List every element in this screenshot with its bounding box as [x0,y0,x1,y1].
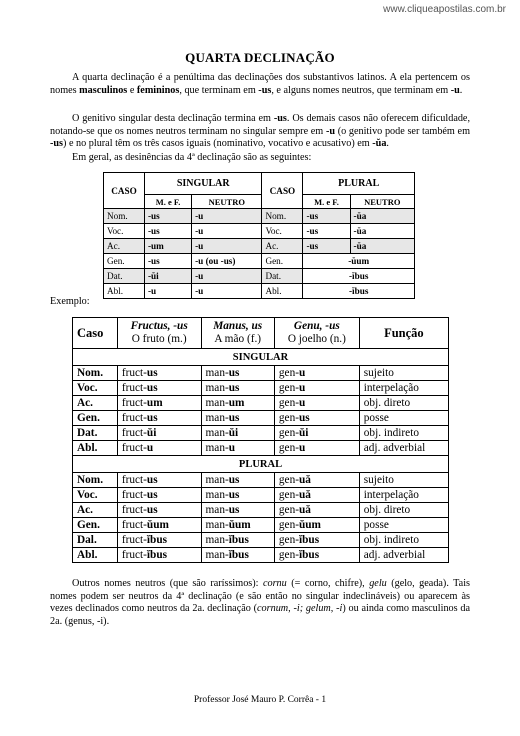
case-label: Dat. [73,426,118,441]
ending: -ŭum [348,256,370,266]
ending: -ŭi [148,271,159,281]
function-label: obj. direto [359,503,448,518]
ending: -u [195,241,204,251]
manus-form: man-u [201,441,274,456]
manus-form: man-us [201,473,274,488]
header-manus: Manus, us A mão (f.) [201,318,274,349]
fructus-form: fruct-us [117,473,201,488]
example-label: Exemplo: [50,296,90,307]
manus-form: man-ŭum [201,518,274,533]
ending: -u (ou -us) [195,256,236,266]
function-label: sujeito [359,473,448,488]
header-caso: CASO [262,173,303,209]
case-label: Gen. [73,518,118,533]
ending: -us [148,226,160,236]
table-row [73,518,449,533]
genu-form: gen-u [274,396,359,411]
case-label: Ac. [104,239,145,254]
ending: -ŭa [353,211,367,221]
table-row [104,209,415,224]
fructus-form: fruct-u [117,441,201,456]
ending: -ŭa [353,226,367,236]
ending: -us [306,241,319,251]
endings-table [103,172,415,299]
case-label: Nom. [73,473,118,488]
case-label: Abl. [104,284,145,299]
paragraph-genitive: O genitivo singular desta declinação termina em -us. Os demais casos não oferecem dificuldade, notando-se que os nomes neutros terminam no singular sempre em -u (o genitivo pode ser também em -us) e no plural têm os três casos iguais (nominativo, vocativo e acusativo) em -ŭa. [50,113,471,150]
ending: -u [195,286,204,296]
fructus-form: fruct-us [117,503,201,518]
case-label: Gen. [262,254,303,269]
section-singular: SINGULAR [73,349,449,366]
header-singular: SINGULAR [145,173,262,195]
ending: -um [148,241,164,251]
genu-form: gen-ĭbus [274,548,359,563]
function-label: adj. adverbial [359,548,448,563]
table-row [104,239,415,254]
case-label: Ac. [262,239,303,254]
genu-form: gen-ĭbus [274,533,359,548]
header-mf: M. e F. [145,195,192,209]
header-fructus: Fructus, -us O fruto (m.) [117,318,201,349]
manus-form: man-ŭi [201,426,274,441]
paragraph-endings: Em geral, as desinências da 4ª declinação são as seguintes: [72,152,312,163]
table-row [73,366,449,381]
case-label: Nom. [73,366,118,381]
ending: -ŭa [353,241,367,251]
function-label: adj. adverbial [359,441,448,456]
genu-form: gen-u [274,381,359,396]
function-label: interpelação [359,488,448,503]
fructus-form: fruct-ŭi [117,426,201,441]
paragraph-neuters: Outros nomes neutros (que são raríssimos): cornu (= corno, chifre), gelu (gelo, geada). Tais nomes podem ser neutros da 4ª declinação (e são então no singular indeclináveis) ou aparecem às vezes declinados como neutros da 2a. declinação (cornum, -i; gelum, -i) ou ainda como masculinos da 2a. (genus, -i). [50,578,470,627]
manus-form: man-us [201,488,274,503]
manus-form: man-us [201,366,274,381]
table-row [104,284,415,299]
case-label: Ac. [73,396,118,411]
fructus-form: fruct-ĭbus [117,548,201,563]
case-label: Voc. [73,488,118,503]
function-label: posse [359,411,448,426]
manus-form: man-us [201,381,274,396]
header-caso: CASO [104,173,145,209]
genu-form: gen-ŭi [274,426,359,441]
ending: -u [148,286,157,296]
case-label: Gen. [73,411,118,426]
genu-form: gen-uă [274,503,359,518]
genu-form: gen-us [274,411,359,426]
ending: -u [195,271,204,281]
ending: -us [306,226,319,236]
table-row [73,441,449,456]
case-label: Nom. [262,209,303,224]
ending: -ĭbus [349,286,369,296]
table-row [104,269,415,284]
case-label: Voc. [104,224,145,239]
fructus-form: fruct-ĭbus [117,533,201,548]
case-label: Dat. [262,269,303,284]
manus-form: man-ĭbus [201,548,274,563]
table-row [73,396,449,411]
table-row [73,488,449,503]
table-row [73,426,449,441]
genu-form: gen-uă [274,473,359,488]
function-label: interpelação [359,381,448,396]
fructus-form: fruct-us [117,488,201,503]
header-mf: M. e F. [303,195,350,209]
manus-form: man-us [201,411,274,426]
case-label: Nom. [104,209,145,224]
paragraph-intro: A quarta declinação é a penúltima das declinações dos substantivos latinos. A ela pertencem os nomes masculinos e femininos, que terminam em -us, e alguns nomes neutros, que terminam em -u. [50,72,470,96]
header-funcao: Função [359,318,448,349]
table-row [73,473,449,488]
table-row [73,381,449,396]
header-caso: Caso [73,318,118,349]
function-label: obj. direto [359,396,448,411]
header-neutro: NEUTRO [350,195,414,209]
case-label: Abl. [73,548,118,563]
manus-form: man-us [201,503,274,518]
manus-form: man-ĭbus [201,533,274,548]
fructus-form: fruct-us [117,381,201,396]
fructus-form: fruct-us [117,411,201,426]
case-label: Dal. [73,533,118,548]
ending: -u [195,211,204,221]
page-title: QUARTA DECLINAÇÃO [185,50,335,65]
header-plural: PLURAL [303,173,415,195]
ending: -u [195,226,204,236]
ending: -us [148,211,160,221]
example-table [72,317,449,563]
function-label: sujeito [359,366,448,381]
table-row [73,503,449,518]
case-label: Dat. [104,269,145,284]
header-genu: Genu, -us O joelho (n.) [274,318,359,349]
header-neutro: NEUTRO [192,195,262,209]
genu-form: gen-uă [274,488,359,503]
footer: Professor José Mauro P. Corrêa - 1 [193,695,327,705]
ending: -ĭbus [349,271,369,281]
ending: -us [306,211,319,221]
fructus-form: fruct-um [117,396,201,411]
case-label: Abl. [262,284,303,299]
manus-form: man-um [201,396,274,411]
site-url[interactable]: www.cliqueapostilas.com.br [383,4,506,15]
function-label: obj. indireto [359,426,448,441]
case-label: Voc. [262,224,303,239]
case-label: Voc. [73,381,118,396]
section-plural: PLURAL [73,456,449,473]
function-label: obj. indireto [359,533,448,548]
table-row [104,224,415,239]
case-label: Abl. [73,441,118,456]
genu-form: gen-u [274,366,359,381]
table-row [104,254,415,269]
case-label: Gen. [104,254,145,269]
function-label: posse [359,518,448,533]
fructus-form: fruct-ŭum [117,518,201,533]
table-row [73,411,449,426]
table-row [73,548,449,563]
table-row [73,533,449,548]
genu-form: gen-ŭum [274,518,359,533]
genu-form: gen-u [274,441,359,456]
ending: -us [148,256,160,266]
fructus-form: fruct-us [117,366,201,381]
case-label: Ac. [73,503,118,518]
